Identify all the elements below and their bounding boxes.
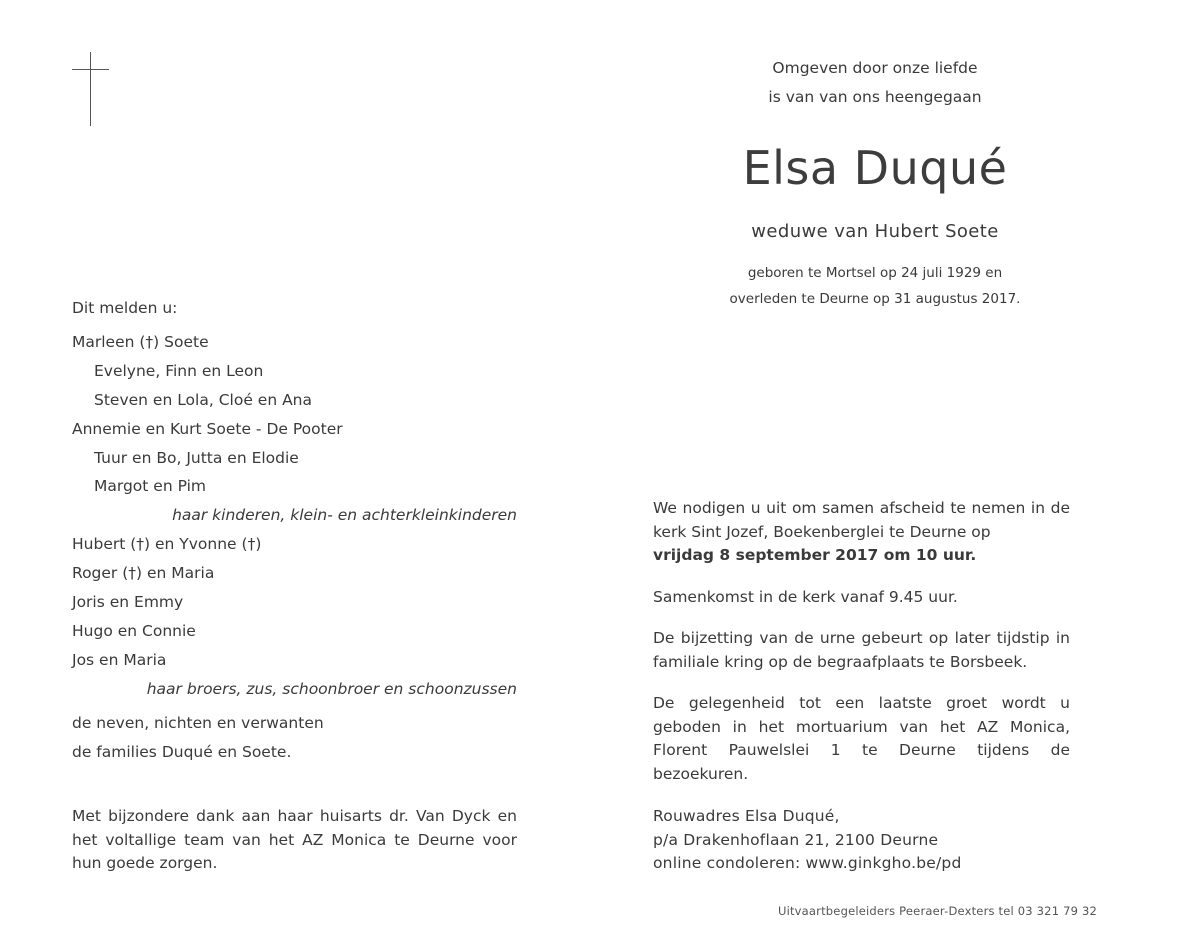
family-line: Annemie en Kurt Soete - De Pooter <box>72 420 343 438</box>
viewing-paragraph: De gelegenheid tot een laatste groet wordt u geboden in het mortuarium van het AZ Monica, Florent Pauwelslei 1 te Deurne tijdens de bezoekuren. <box>653 694 1070 783</box>
family-line: Steven en Lola, Cloé en Ana <box>94 391 312 409</box>
urn-paragraph: De bijzetting van de urne gebeurt op later tijdstip in familiale kring op de begraafplaats te Borsbeek. <box>653 629 1070 671</box>
family-line: Joris en Emmy <box>72 593 184 611</box>
family-line: Hubert (†) en Yvonne (†) <box>72 535 262 553</box>
family-line: Margot en Pim <box>94 477 206 495</box>
intro-line-2: is van van ons heengegaan <box>768 88 982 106</box>
family-line: Tuur en Bo, Jutta en Elodie <box>94 449 299 467</box>
funeral-director-credit: Uitvaartbegeleiders Peeraer-Dexters tel 03 321 79 32 <box>777 904 1097 918</box>
family-caption: haar broers, zus, schoonbroer en schoonzussen <box>146 680 517 698</box>
family-intro: Dit melden u: <box>72 299 178 317</box>
deceased-name: Elsa Duqué <box>742 141 1008 195</box>
family-line: Roger (†) en Maria <box>72 564 215 582</box>
invite-paragraph <box>653 497 1070 568</box>
thanks-paragraph: Met bijzondere dank aan haar huisarts dr. Van Dyck en het voltallige team van het AZ Monica te Deurne voor hun goede zorgen. <box>72 807 517 872</box>
death-line: overleden te Deurne op 31 augustus 2017. <box>729 291 1021 307</box>
contact-address: p/a Drakenhoflaan 21, 2100 Deurne <box>653 830 939 849</box>
family-line: Marleen (†) Soete <box>72 333 209 351</box>
contact-address-name: Rouwadres Elsa Duqué, <box>653 807 840 825</box>
invite-text: We nodigen u uit om samen afscheid te nemen in de kerk Sint Jozef, Boekenberglei te Deurne op <box>653 499 1070 541</box>
intro-text <box>640 54 1110 112</box>
family-line: de neven, nichten en verwanten <box>72 714 324 732</box>
intro-line-1: Omgeven door onze liefde <box>772 59 978 77</box>
service-date: vrijdag 8 september 2017 om 10 uur. <box>653 546 977 564</box>
family-line: Evelyne, Finn en Leon <box>94 362 264 380</box>
birth-line: geboren te Mortsel op 24 juli 1929 en <box>747 265 1003 281</box>
family-line: Hugo en Connie <box>72 622 196 640</box>
family-caption: haar kinderen, klein- en achterkleinkinderen <box>172 506 517 524</box>
family-line: Jos en Maria <box>72 651 167 669</box>
family-line: de families Duqué en Soete. <box>72 743 292 761</box>
widow-of: weduwe van Hubert Soete <box>751 221 999 242</box>
contact-block <box>653 805 962 876</box>
contact-condolence-link[interactable]: online condoleren: www.ginkgho.be/pd <box>653 854 962 872</box>
life-dates <box>640 260 1110 312</box>
gathering-paragraph: Samenkomst in de kerk vanaf 9.45 uur. <box>653 588 958 606</box>
